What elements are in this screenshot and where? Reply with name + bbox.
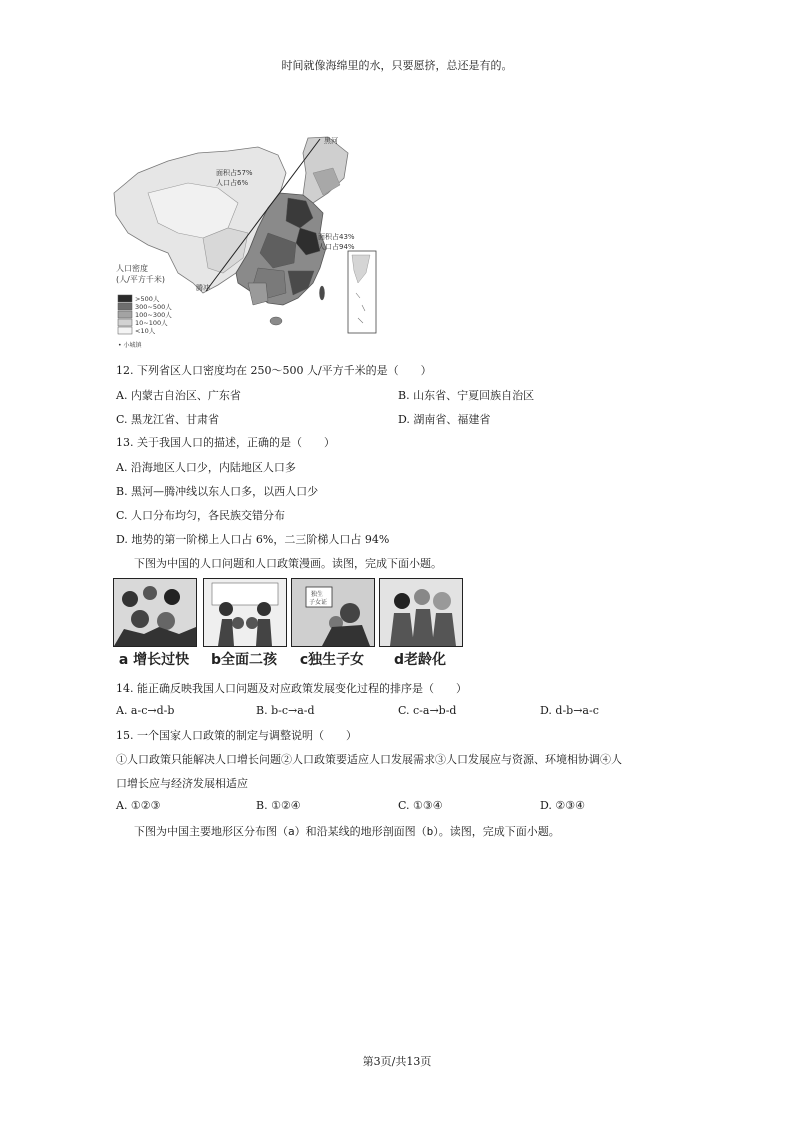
legend-swatch-10 [118,327,132,334]
legend-unit: (人/平方千米) [116,275,165,284]
page-number: 第3页/共13页 [362,1055,432,1068]
legend-title: 人口密度 [116,264,148,273]
legend-swatch-300-500 [118,303,132,310]
q14-stem: 14. 能正确反映我国人口问题及对应政策发展变化过程的排序是（ ） [116,682,467,695]
q15-option-a[interactable]: A. ①②③ [116,799,161,812]
cartoon-c-illustration [292,579,374,646]
caption-b: b全面二孩 [210,652,278,668]
west-area-stat: 面积占57% [216,169,253,177]
east-population-stat: 人口占94% [318,243,355,251]
q12-option-a[interactable]: A. 内蒙古自治区、广东省 [116,389,241,402]
certificate-line2: 子女证 [309,599,328,606]
west-population-stat: 人口占6% [216,179,249,187]
q12-stem: 12. 下列省区人口密度均在 250～500 人/平方千米的是（ ） [116,364,432,377]
caption-d: d老龄化 [393,652,447,668]
q15-statements-line1: ①人口政策只能解决人口增长问题②人口政策要适应人口发展需求③人口发展应与资源、环境相协调④人 [116,753,622,766]
q15-stem: 15. 一个国家人口政策的制定与调整说明（ ） [116,729,357,742]
q12-option-c[interactable]: C. 黑龙江省、甘肃省 [116,413,220,426]
legend-label-10: <10人 [135,327,156,335]
cartoon-b-panel [203,578,287,647]
east-area-stat: 面积占43% [318,233,355,241]
legend-swatch-500 [118,295,132,302]
legend-label-100-300: 100~300人 [135,311,172,319]
q15-option-d[interactable]: D. ②③④ [540,799,586,812]
q15-option-c[interactable]: C. ①③④ [398,799,443,812]
q13-option-c[interactable]: C. 人口分布均匀，各民族交错分布 [116,509,286,522]
china-map-graphic [108,133,380,351]
q13-option-b[interactable]: B. 黑河—腾冲线以东人口多，以西人口少 [116,485,319,498]
population-policy-cartoons [113,578,463,670]
q15-statements-line2: 口增长应与经济发展相适应 [116,777,248,790]
certificate-line1: 独生 [311,591,324,598]
page-header-motto: 时间就像海绵里的水，只要愿挤，总还是有的。 [281,59,513,72]
population-density-map [108,133,380,351]
caption-a: a 增长过快 [118,652,190,668]
q13-option-a[interactable]: A. 沿海地区人口少，内陆地区人口多 [116,461,296,474]
cartoon-b-illustration [204,579,286,646]
q15-option-b[interactable]: B. ①②④ [256,799,301,812]
caption-c: c独生子女 [299,652,365,668]
q14-option-d[interactable]: D. d-b→a-c [540,704,599,717]
cartoon-a-illustration [114,579,196,646]
intro-cartoon-text: 下图为中国的人口问题和人口政策漫画。读图，完成下面小题。 [134,557,442,570]
legend-label-10-100: 10~100人 [135,319,168,327]
legend-label-500: >500人 [135,295,160,303]
cartoon-a-panel [113,578,197,647]
q12-option-d[interactable]: D. 湖南省、福建省 [398,413,491,426]
q14-option-c[interactable]: C. c-a→b-d [398,704,457,717]
cartoon-d-panel [379,578,463,647]
q13-stem: 13. 关于我国人口的描述，正确的是（ ） [116,436,335,449]
cartoon-d-illustration [380,579,462,646]
label-heihe: 黑河 [324,137,338,145]
q12-option-b[interactable]: B. 山东省、宁夏回族自治区 [398,389,535,402]
intro-terrain-text: 下图为中国主要地形区分布图（a）和沿某线的地形剖面图（b）。读图，完成下面小题。 [134,825,560,838]
legend-swatch-10-100 [118,319,132,326]
cartoon-c-panel [291,578,375,647]
q14-option-b[interactable]: B. b-c→a-d [256,704,315,717]
legend-town-note: • 小城镇 [118,342,142,349]
label-tengchong: 腾冲 [196,284,210,292]
legend-label-300-500: 300~500人 [135,303,172,311]
q14-option-a[interactable]: A. a-c→d-b [116,704,175,717]
legend-swatch-100-300 [118,311,132,318]
q13-option-d[interactable]: D. 地势的第一阶梯上人口占 6%，二三阶梯人口占 94% [116,533,390,546]
